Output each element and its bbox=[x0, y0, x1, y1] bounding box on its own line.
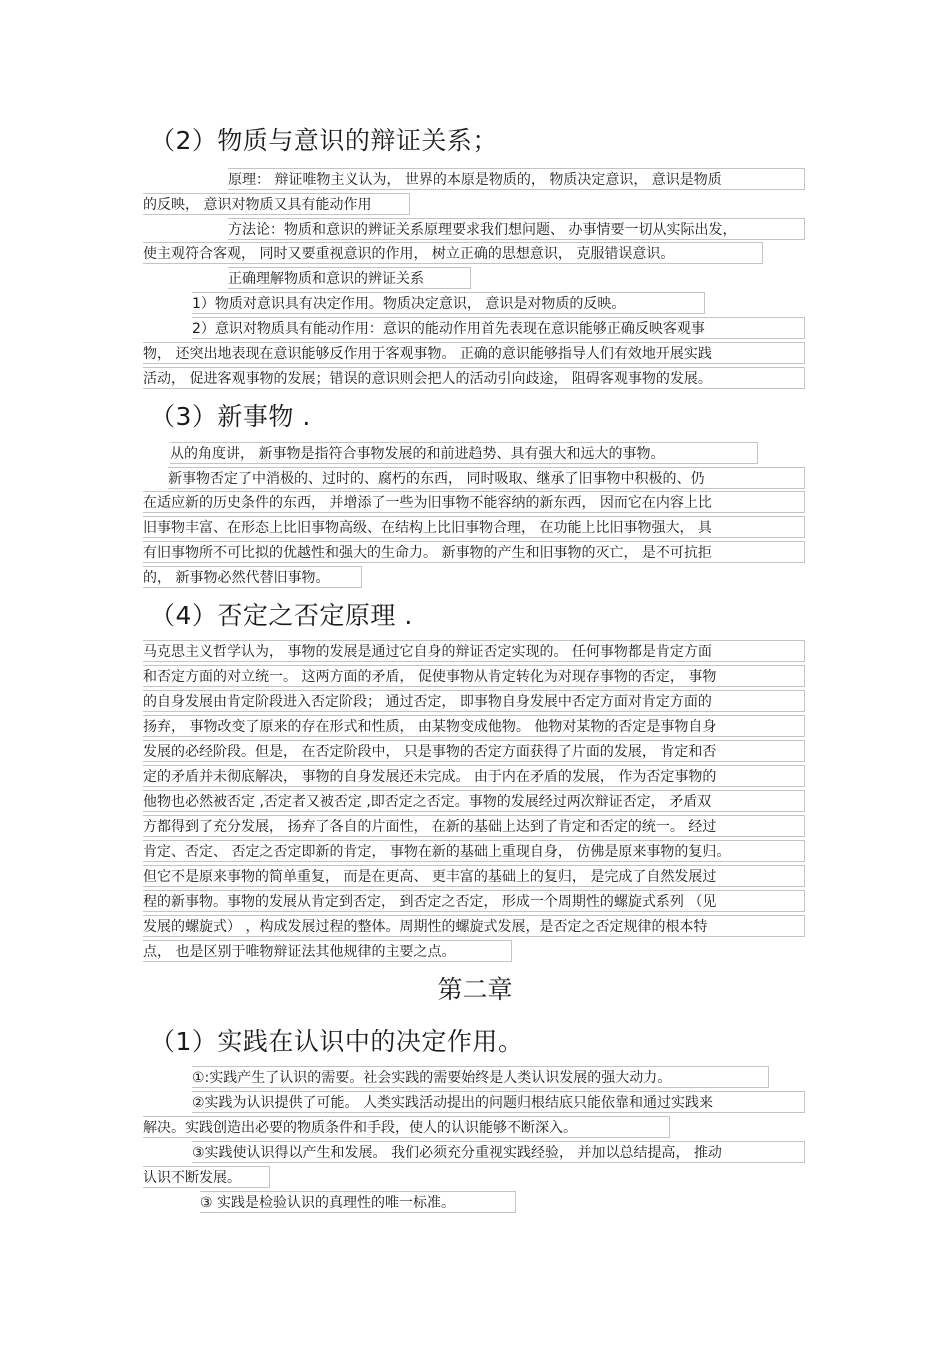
text-line: 原理： 辩证唯物主义认为， 世界的本原是物质的， 物质决定意识， 意识是物质 bbox=[228, 168, 805, 190]
text-line: 扬弃， 事物改变了原来的存在形式和性质， 由某物变成他物。 他物对某物的否定是事物自身 bbox=[143, 715, 805, 737]
text-line: 点， 也是区别于唯物辩证法其他规律的主要之点。 bbox=[143, 940, 512, 962]
section-heading-practice: （1）实践在认识中的决定作用。 bbox=[150, 1027, 524, 1056]
text-line: 使主观符合客观， 同时又要重视意识的作用， 树立正确的思想意识， 克服错误意识。 bbox=[143, 242, 763, 264]
text-line: ③实践使认识得以产生和发展。 我们必须充分重视实践经验， 并加以总结提高， 推动 bbox=[192, 1141, 805, 1163]
text-line: 1）物质对意识具有决定作用。物质决定意识， 意识是对物质的反映。 bbox=[192, 292, 705, 314]
text-line: 肯定、否定、 否定之否定即新的肯定， 事物在新的基础上重现自身， 仿佛是原来事物的复归。 bbox=[143, 840, 805, 862]
section-heading-new-things: （3）新事物 . bbox=[150, 402, 311, 431]
text-line: 正确理解物质和意识的辨证关系 bbox=[228, 267, 471, 289]
chapter-title: 第二章 bbox=[437, 975, 513, 1004]
section-heading-negation-of-negation: （4）否定之否定原理 . bbox=[150, 601, 413, 630]
text-line: ②实践为认识提供了可能。 人类实践活动提出的问题归根结底只能依靠和通过实践来 bbox=[192, 1091, 805, 1113]
text-line: 的， 新事物必然代替旧事物。 bbox=[143, 566, 362, 588]
text-line: 从的角度讲， 新事物是指符合事物发展的和前进趋势、具有强大和远大的事物。 bbox=[170, 442, 758, 464]
text-line: 有旧事物所不可比拟的优越性和强大的生命力。 新事物的产生和旧事物的灭亡， 是不可抗拒 bbox=[143, 541, 805, 563]
text-line: 发展的螺旋式） ，构成发展过程的整体。周期性的螺旋式发展，是否定之否定规律的根本特 bbox=[143, 915, 805, 937]
text-line: 的自身发展由肯定阶段进入否定阶段； 通过否定， 即事物自身发展中否定方面对肯定方面的 bbox=[143, 690, 805, 712]
text-line: 和否定方面的对立统一。 这两方面的矛盾， 促使事物从肯定转化为对现存事物的否定， 事物 bbox=[143, 665, 805, 687]
text-line: 物， 还突出地表现在意识能够反作用于客观事物。 正确的意识能够指导人们有效地开展实践 bbox=[143, 342, 805, 364]
text-line: ③ 实践是检验认识的真理性的唯一标准。 bbox=[200, 1191, 516, 1213]
text-line: 认识不断发展。 bbox=[143, 1166, 270, 1188]
text-line: 新事物否定了中消极的、过时的、腐朽的东西， 同时吸取、继承了旧事物中积极的、仍 bbox=[168, 467, 805, 489]
text-line: 2）意识对物质具有能动作用：意识的能动作用首先表现在意识能够正确反映客观事 bbox=[192, 317, 805, 339]
text-line: 马克思主义哲学认为， 事物的发展是通过它自身的辩证否定实现的。 任何事物都是肯定方面 bbox=[143, 640, 805, 662]
text-line: 他物也必然被否定 ,否定者又被否定 ,即否定之否定。事物的发展经过两次辩证否定， 矛盾双 bbox=[143, 790, 805, 812]
text-line: 发展的必经阶段。但是， 在否定阶段中， 只是事物的否定方面获得了片面的发展， 肯定和否 bbox=[143, 740, 805, 762]
text-line: 的反映， 意识对物质又具有能动作用 bbox=[143, 193, 410, 215]
text-line: 程的新事物。事物的发展从肯定到否定， 到否定之否定， 形成一个周期性的螺旋式系列 （见 bbox=[143, 890, 805, 912]
text-line: 旧事物丰富、在形态上比旧事物高级、在结构上比旧事物合理， 在功能上比旧事物强大， 具 bbox=[143, 516, 805, 538]
text-line: 方法论：物质和意识的辨证关系原理要求我们想问题、 办事情要一切从实际出发， bbox=[228, 218, 805, 240]
text-line: 定的矛盾并未彻底解决， 事物的自身发展还未完成。 由于内在矛盾的发展， 作为否定事物的 bbox=[143, 765, 805, 787]
text-line: 解决。实践创造出必要的物质条件和手段，使人的认识能够不断深入。 bbox=[143, 1116, 670, 1138]
text-line: 在适应新的历史条件的东西， 并增添了一些为旧事物不能容纳的新东西， 因而它在内容上比 bbox=[143, 491, 805, 513]
text-line: 但它不是原来事物的简单重复， 而是在更高、 更丰富的基础上的复归， 是完成了自然发展过 bbox=[143, 865, 805, 887]
section-heading-matter-consciousness: （2）物质与意识的辩证关系； bbox=[150, 126, 498, 155]
text-line: 方都得到了充分发展， 扬弃了各自的片面性， 在新的基础上达到了肯定和否定的统一。 经过 bbox=[143, 815, 805, 837]
text-line: 活动， 促进客观事物的发展；错误的意识则会把人的活动引向歧途， 阻碍客观事物的发展。 bbox=[143, 367, 805, 389]
text-line: ①:实践产生了认识的需要。社会实践的需要始终是人类认识发展的强大动力。 bbox=[192, 1066, 769, 1088]
